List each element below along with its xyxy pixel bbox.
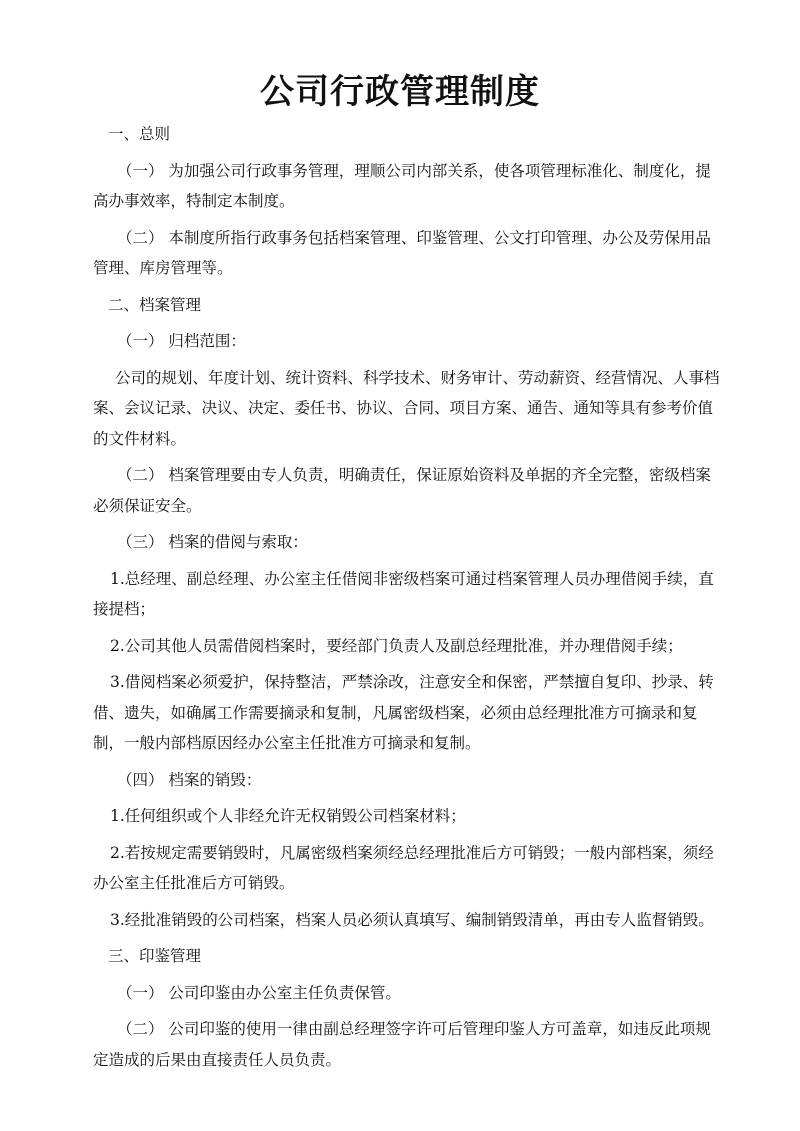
paragraph: （一） 公司印鉴由办公室主任负责保管。 [117, 983, 401, 1002]
paragraph: （三） 档案的借阅与索取： [117, 533, 308, 551]
paragraph: （一） 为加强公司行政事务管理，理顺公司内部关系，使各项管理标准化、制度化，提高办事效率，特制定本制度。 [93, 161, 711, 210]
section-heading: 二、档案管理 [108, 295, 202, 314]
numbered-item: 2.若按规定需要销毁时，凡属密级档案须经总经理批准后方可销毁；一般内部档案，须经办公室主任批准后方可销毁。 [93, 843, 714, 892]
numbered-item: 3.借阅档案必须爱护，保持整洁，严禁涂改，注意安全和保密，严禁擅自复印、抄录、转借、遗失，如确属工作需要摘录和复制，凡属密级档案，必须由总经理批准方可摘录和复制，一般内部档原因经办公室主任批准方可摘录和复制。 [93, 673, 714, 752]
paragraph: （二） 公司印鉴的使用一律由副总经理签字许可后管理印鉴人方可盖章，如违反此项规定造成的后果由直接责任人员负责。 [93, 1020, 711, 1069]
document-title: 公司行政管理制度 [260, 72, 540, 112]
section-heading: 一、总则 [108, 125, 171, 143]
paragraph: （二） 档案管理要由专人负责，明确责任，保证原始资料及单据的齐全完整，密级档案必须保证安全。 [93, 466, 711, 515]
paragraph: 公司的规划、年度计划、统计资料、科学技术、财务审计、劳动薪资、经营情况、人事档案、会议记录、决议、决定、委任书、协议、合同、项目方案、通告、通知等具有参考价值的文件材料。 [93, 368, 720, 448]
paragraph: （四） 档案的销毁： [117, 770, 262, 789]
numbered-item: 1.任何组织或个人非经允许无权销毁公司档案材料； [110, 807, 466, 825]
numbered-item: 3.经批准销毁的公司档案，档案人员必须认真填写、编制销毁清单，再由专人监督销毁。 [110, 910, 714, 929]
section-heading: 三、印鉴管理 [108, 947, 202, 965]
paragraph: （二） 本制度所指行政事务包括档案管理、印鉴管理、公文打印管理、办公及劳保用品管理、库房管理等。 [93, 228, 711, 277]
numbered-item: 1.总经理、副总经理、办公室主任借阅非密级档案可通过档案管理人员办理借阅手续，直接提档； [93, 569, 714, 618]
paragraph: （一） 归档范围： [117, 332, 246, 350]
document-body [93, 119, 725, 1075]
numbered-item: 2.公司其他人员需借阅档案时，要经部门负责人及副总经理批准，并办理借阅手续； [110, 636, 683, 655]
